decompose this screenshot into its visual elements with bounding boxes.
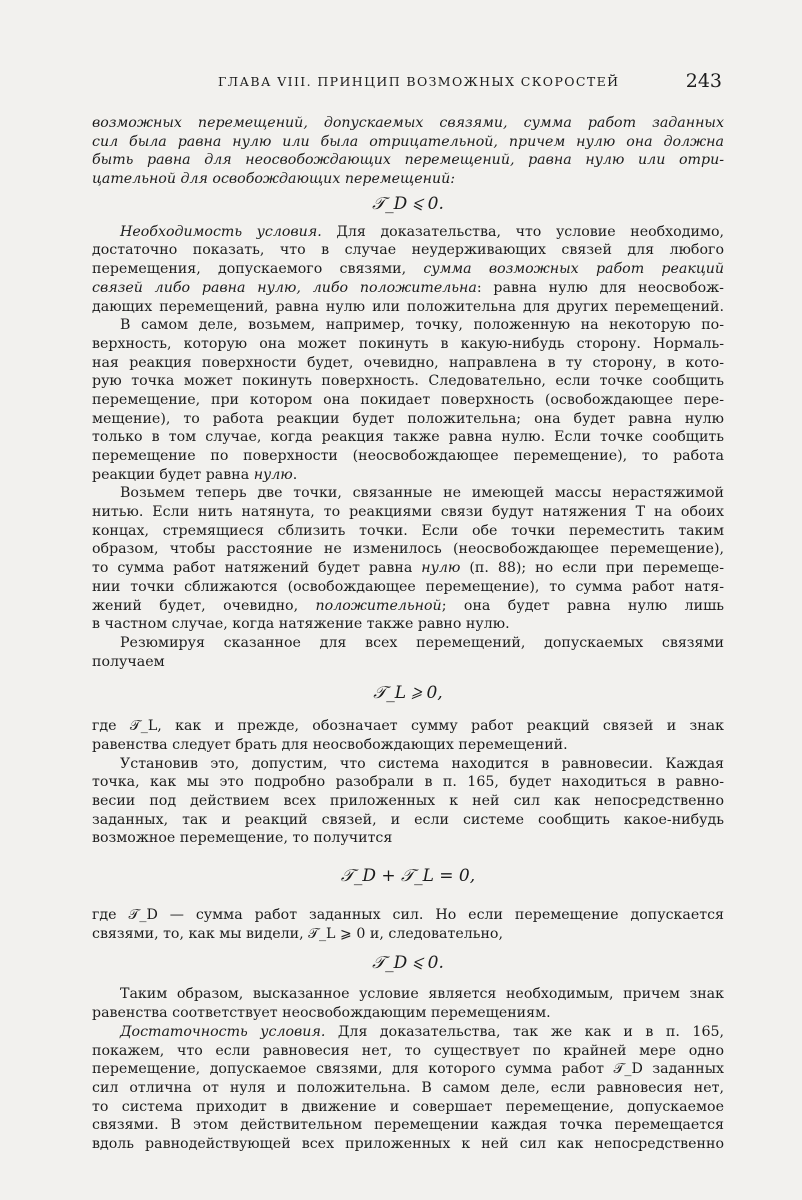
text-line: В самом деле, возьмем, например, точку, положенную на некоторую по- <box>120 317 724 334</box>
text-line: достаточно показать, что в случае неудерживающих связей для любого <box>92 242 724 259</box>
text-line: перемещение по поверхности (неосвобождающее перемещение), то работа <box>92 448 724 464</box>
text-line <box>92 223 724 242</box>
text-run: ; она будет равна нулю лишь <box>441 597 724 614</box>
text-run-italic: нулю <box>421 560 461 577</box>
text-run: реакции будет равна <box>92 466 254 483</box>
page-number: 243 <box>685 70 722 92</box>
text-line: вдоль равнодействующей всех приложенных к ней сил как непосредственно <box>92 1135 724 1152</box>
text-line: мещение), то работа реакции будет положительна; она будет равна нулю <box>92 410 724 427</box>
formula-td-nonpositive: 𝒯_D ⩽ 0. <box>372 193 444 214</box>
section-heading-necessity: Необходимость условия. <box>120 223 322 240</box>
text-line <box>92 1023 724 1042</box>
text-line: связями, то, как мы видели, 𝒯_L ⩾ 0 и, следовательно, <box>92 925 503 942</box>
text-line: нитью. Если нить натянута, то реакциями связи будут натяжения T на обоих <box>92 504 724 521</box>
text-line: покажем, что если равновесия нет, то существует по крайней мере одно <box>92 1042 724 1059</box>
text-run-italic: сумма возможных работ реакций <box>423 261 724 278</box>
text-line: возможное перемещение, то получится <box>92 830 393 847</box>
text-line: цательной для освобождающих перемещений: <box>92 171 456 188</box>
formula-tl-nonnegative: 𝒯_L ⩾ 0, <box>373 683 443 704</box>
page-header <box>92 70 724 100</box>
text-line: весии под действием всех приложенных к ней сил как непосредственно <box>92 793 724 809</box>
text-line: концах, стремящиеся сблизить точки. Если обе точки переместить таким <box>92 522 724 539</box>
text-line: образом, чтобы расстояние не изменилось (неосвобождающее перемещение), <box>92 541 724 558</box>
section-heading-sufficiency: Достаточность условия. <box>120 1023 326 1040</box>
text-line: где 𝒯_D — сумма работ заданных сил. Но если перемещение допускается <box>92 907 724 924</box>
text-run: перемещения, допускаемого связями, <box>92 261 424 278</box>
text-line: Таким образом, высказанное условие является необходимым, причем знак <box>120 986 724 1003</box>
text-line: Возьмем теперь две точки, связанные не имеющей массы нерастяжимой <box>120 485 724 502</box>
text-run: то сумма работ натяжений будет равна <box>92 560 422 577</box>
text-line: ная реакция поверхности будет, очевидно, направлена в ту сторону, в кото- <box>92 354 724 371</box>
text-line <box>92 466 724 485</box>
text-line <box>92 260 724 279</box>
text-run: (п. 88); но если при перемеще- <box>460 560 724 577</box>
text-line: возможных перемещений, допускаемых связями, сумма работ заданных <box>92 115 724 131</box>
text-line: где 𝒯_L, как и прежде, обозначает сумму работ реакций связей и знак <box>92 718 724 735</box>
text-line: в частном случае, когда натяжение также равно нулю. <box>92 616 510 633</box>
text-line: Установив это, допустим, что система находится в равновесии. Каждая <box>120 755 724 772</box>
text-line: нии точки сближаются (освобождающее перемещение), то сумма работ натя- <box>92 578 724 595</box>
text-line: заданных, так и реакций связей, и если системе сообщить какое-нибудь <box>92 811 724 828</box>
running-head: ГЛАВА VIII. ПРИНЦИП ВОЗМОЖНЫХ СКОРОСТЕЙ <box>218 74 620 89</box>
text-run: . <box>292 466 298 483</box>
text-line <box>92 559 724 578</box>
text-line: дающих перемещений, равна нулю или положительна для других перемещений. <box>92 298 724 315</box>
text-line: рую точка может покинуть поверхность. Следовательно, если точке сообщить <box>92 373 724 390</box>
text-line: Резюмируя сказанное для всех перемещений, допускаемых связями <box>120 634 724 651</box>
text-run-italic: положительной <box>315 597 442 614</box>
page-body <box>92 114 724 1154</box>
text-run: жений будет, очевидно, <box>92 597 316 614</box>
text-line: перемещение, при котором она покидает поверхность (освобождающее пере- <box>92 391 724 408</box>
text-run: Для доказательства, так же как и в п. 165, <box>325 1023 724 1040</box>
text-line: сил была равна нулю или была отрицательной, причем нулю она должна <box>92 133 724 150</box>
text-run-italic: связей либо равна нулю, либо положительна <box>92 279 477 296</box>
text-line <box>92 597 724 616</box>
text-line: получаем <box>92 653 165 670</box>
text-line: быть равна для неосвобождающих перемещений, равна нулю или отри- <box>92 152 724 169</box>
text-run: Для доказательства, что условие необходимо, <box>321 223 724 240</box>
text-run: : равна нулю для неосвобож- <box>476 279 724 296</box>
text-line: сил отлична от нуля и положительна. В самом деле, если равновесия нет, <box>92 1079 724 1096</box>
text-line: равенства следует брать для неосвобождающих перемещений. <box>92 736 568 753</box>
text-line: только в том случае, когда реакция также равна нулю. Если точке сообщить <box>92 429 724 446</box>
text-line: верхность, которую она может покинуть в какую-нибудь сторону. Нормаль- <box>92 335 724 352</box>
formula-equilibrium-sum: 𝒯_D + 𝒯_L = 0, <box>340 866 476 887</box>
text-line: перемещение, допускаемое связями, для которого сумма работ 𝒯_D заданных <box>92 1061 724 1078</box>
text-run-italic: нулю <box>253 466 293 483</box>
text-line: равенства соответствует неосвобождающим перемещениям. <box>92 1005 551 1022</box>
text-line: связями. В этом действительном перемещении каждая точка перемещается <box>92 1117 724 1134</box>
text-line <box>92 279 724 298</box>
text-line: точка, как мы это подробно разобрали в п. 165, будет находиться в равно- <box>92 774 724 791</box>
text-line: то система приходит в движение и совершает перемещение, допускаемое <box>92 1098 724 1115</box>
formula-td-nonpositive-2: 𝒯_D ⩽ 0. <box>372 953 444 974</box>
